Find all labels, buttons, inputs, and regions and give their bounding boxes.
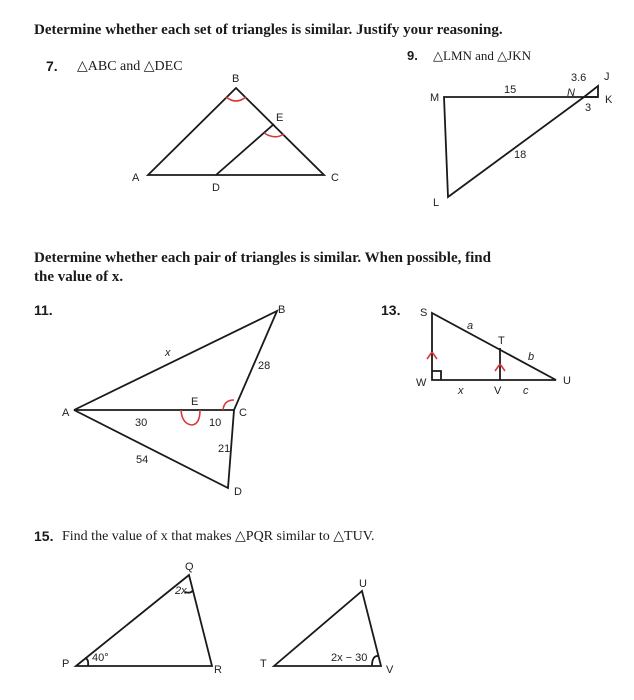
problem-15-number: 15. — [34, 528, 54, 544]
figure-problem-9 — [430, 71, 613, 209]
measure-angle-p: 40° — [92, 652, 109, 664]
problem-11-number: 11. — [34, 302, 53, 318]
measure-bc: 28 — [258, 360, 271, 372]
label-n: N — [567, 87, 575, 99]
label-v-15: V — [386, 664, 394, 676]
section-heading-find-x-line1: Determine whether each pair of triangles is similar. When possible, find — [34, 250, 491, 266]
label-u: U — [563, 375, 571, 387]
measure-angle-q: 2x — [175, 585, 187, 597]
label-a-11: A — [62, 407, 70, 419]
measure-nj: 3.6 — [571, 72, 587, 84]
measure-wv: x — [458, 385, 464, 397]
label-l: L — [433, 197, 440, 209]
label-e: E — [276, 112, 284, 124]
figure-problem-11 — [62, 304, 285, 498]
label-r: R — [214, 664, 222, 676]
triangle-jkn — [584, 86, 598, 97]
problem-7-prompt: △ABC and △DEC — [77, 59, 183, 74]
label-d-11: D — [234, 486, 242, 498]
angle-b-mark — [226, 97, 246, 101]
label-t: T — [498, 335, 505, 347]
label-u-15: U — [359, 578, 367, 590]
measure-vu: c — [523, 385, 529, 397]
problem-15-prompt: Find the value of x that makes △PQR similar to △TUV. — [62, 529, 375, 544]
measure-ab: x — [165, 347, 171, 359]
section-heading-similarity: Determine whether each set of triangles is similar. Justify your reasoning. — [34, 22, 503, 38]
triangle-swu — [432, 313, 556, 380]
problem-7-number: 7. — [46, 58, 58, 74]
angle-c-mark-11 — [223, 400, 234, 410]
measure-nl: 18 — [514, 149, 527, 161]
problem-9-number: 9. — [407, 48, 418, 63]
segment-de — [216, 124, 274, 175]
angle-e-mark-11 — [181, 410, 200, 425]
label-b-11: B — [278, 304, 286, 316]
measure-ed: 21 — [218, 443, 231, 455]
figure-problem-7 — [132, 73, 339, 194]
label-k: K — [605, 94, 613, 106]
measure-angle-v: 2x − 30 — [331, 652, 368, 664]
label-w: W — [416, 377, 427, 389]
label-j: J — [604, 71, 610, 83]
label-v: V — [494, 385, 502, 397]
section-heading-find-x-line2: the value of x. — [34, 269, 124, 285]
figure-problem-13 — [416, 307, 571, 397]
measure-ad: 54 — [136, 454, 149, 466]
measure-ec: 10 — [209, 417, 222, 429]
figure-problem-15 — [62, 561, 394, 676]
measure-st: a — [467, 320, 474, 332]
problem-9-prompt: △LMN and △JKN — [433, 48, 531, 63]
label-p: P — [62, 658, 70, 670]
label-d: D — [212, 182, 220, 194]
triangle-lmn — [444, 97, 584, 197]
label-c: C — [331, 172, 339, 184]
problem-13-number: 13. — [381, 302, 401, 318]
label-q: Q — [185, 561, 194, 573]
triangle-abc-11 — [74, 311, 277, 410]
measure-nk: 3 — [585, 102, 592, 114]
label-c-11: C — [239, 407, 247, 419]
measure-tu: b — [528, 351, 535, 363]
measure-mn: 15 — [504, 84, 517, 96]
label-m: M — [430, 92, 440, 104]
label-e-11: E — [191, 396, 199, 408]
label-a: A — [132, 172, 140, 184]
label-s: S — [420, 307, 428, 319]
label-t-15: T — [260, 658, 267, 670]
measure-ae: 30 — [135, 417, 148, 429]
label-b: B — [232, 73, 240, 85]
right-angle-w — [432, 371, 441, 380]
